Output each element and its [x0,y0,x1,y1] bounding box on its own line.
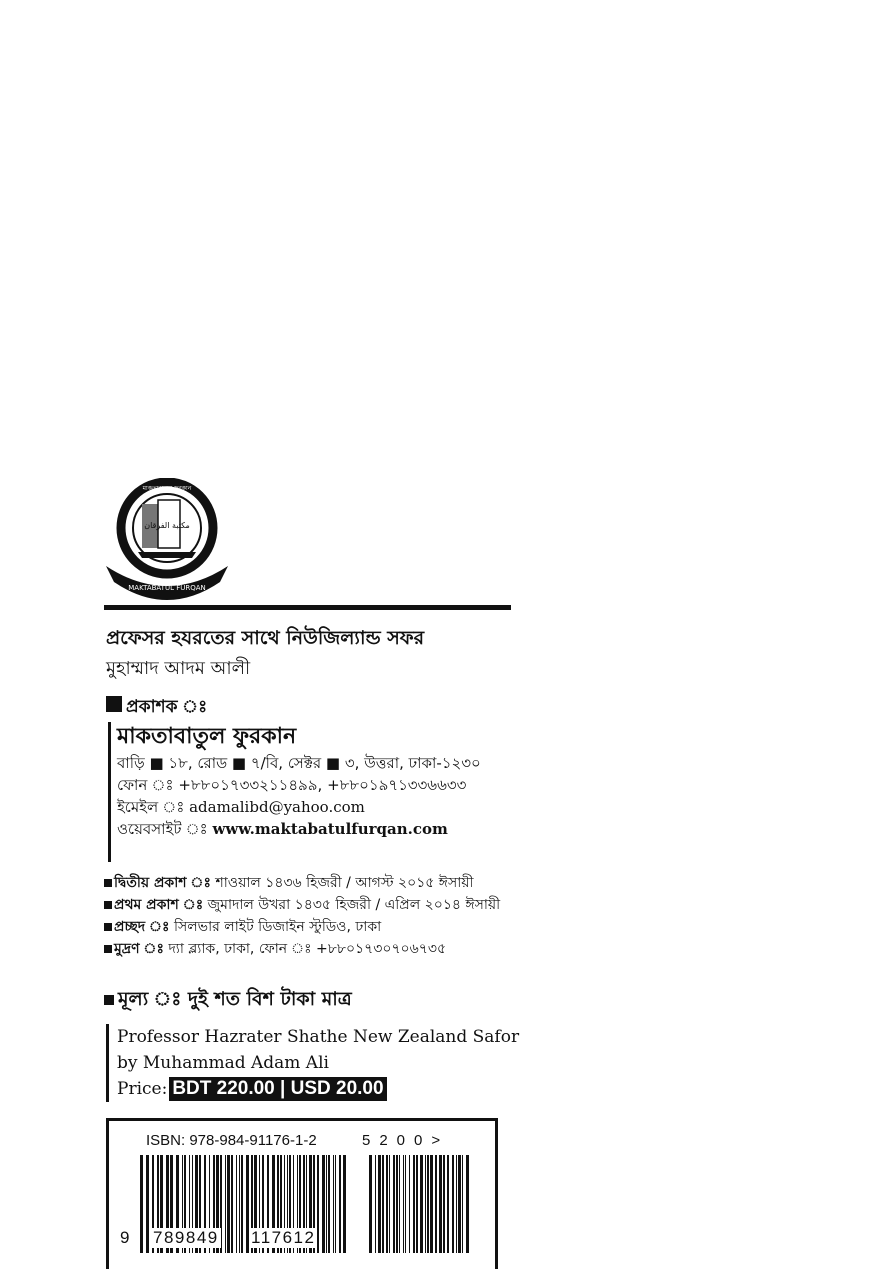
barcode-bar [333,1155,334,1253]
logo-ring-text: MAKTABATUL FURQAN [128,584,206,592]
barcode-bar [439,1155,442,1253]
barcode-bar [386,1155,388,1253]
barcode-bar [447,1155,449,1253]
website-link[interactable]: www.maktabatulfurqan.com [212,820,448,838]
barcode-bar [452,1155,454,1253]
barcode-bar [413,1155,415,1253]
price-label: Price: [117,1079,168,1099]
square-bullet-icon [106,696,122,712]
barcode-bar [427,1155,429,1253]
edition-line [104,938,500,960]
edition-value: জুমাদাল উখরা ১৪৩৫ হিজরী / এপ্রিল ২০১৪ ঈসায়ী [203,897,501,913]
divider-rule [104,605,511,610]
edition-list [104,872,500,960]
english-price-line [117,1076,519,1102]
publisher-heading [106,694,207,722]
edition-line [104,916,500,938]
publisher-address: বাড়ি ■ ১৮, রোড ■ ৭/বি, সেক্টর ■ ৩, উত্তরা, ঢাকা-১২৩০ [117,754,481,772]
publisher-heading-label: প্রকাশক ঃ [126,697,208,717]
barcode-bar [409,1155,410,1253]
barcode-bar [375,1155,376,1253]
barcode-bar [236,1155,237,1253]
edition-label: মুদ্রণ ঃ [114,941,164,957]
square-bullet-icon [104,945,112,953]
publisher-email-line [117,796,537,818]
square-bullet-icon [104,879,112,887]
barcode-bar [339,1155,341,1253]
barcode-bar [389,1155,390,1253]
edition-line [104,872,500,894]
price-tag: BDT 220.00 | USD 20.00 [169,1077,386,1101]
book-title-bn: প্রফেসর হযরতের সাথে নিউজিল্যান্ড সফর [106,627,425,649]
barcode-bar [393,1155,395,1253]
edition-line [104,894,500,916]
barcode-bar [403,1155,404,1253]
barcode-bar [416,1155,418,1253]
phone-value: +৮৮০১৭৩৩২১১৪৯৯, +৮৮০১৯৭১৩৩৬৬৩৩ [178,776,467,794]
addon-digits: 5200> [362,1132,450,1149]
square-bullet-icon [104,995,114,1005]
barcode-bar [231,1155,233,1253]
barcode-digits-right: 117612 [251,1228,316,1247]
publisher-phone-line [117,774,537,796]
price-bn [104,985,352,1017]
edition-value: সিলভার লাইট ডিজাইন স্টুডিও, ঢাকা [169,919,382,935]
edition-value: শাওয়াল ১৪৩৬ হিজরী / আগস্ট ২০১৫ ঈসায়ী [211,875,474,891]
barcode-bar [146,1155,149,1253]
barcode-bar [343,1155,346,1253]
edition-label: প্রথম প্রকাশ ঃ [114,897,204,913]
phone-label: ফোন ঃ [117,776,179,794]
email-link[interactable]: adamalibd@yahoo.com [189,798,365,816]
barcode-bar [225,1155,226,1253]
square-bullet-icon [104,901,112,909]
barcode-bar [241,1155,243,1253]
barcode-bar [239,1155,240,1253]
barcode-bar [335,1155,336,1253]
barcode-bar [420,1155,423,1253]
barcode-digits-left: 789849 [153,1228,219,1247]
edition-label: প্রচ্ছদ ঃ [114,919,170,935]
edition-value: দ্যা ব্ল্যাক, ঢাকা, ফোন ঃ +৮৮০১৭৩০৭০৬৭৩৫ [164,941,447,957]
barcode-bar [425,1155,426,1253]
barcode-bar [399,1155,400,1253]
barcode-bar [227,1155,230,1253]
publisher-logo [104,478,230,608]
barcode-bar [435,1155,437,1253]
barcode-bar [456,1155,457,1253]
barcode-bar [369,1155,372,1253]
book-author-bn: মুহাম্মাদ আদম আলী [106,658,251,679]
english-info-box [106,1024,519,1102]
english-author: by Muhammad Adam Ali [117,1053,329,1073]
barcode-bar [466,1155,469,1253]
barcode-bar [430,1155,433,1253]
publisher-name: মাকতাবাতুল ফুরকান [117,724,297,749]
barcode-bar [458,1155,461,1253]
square-bullet-icon [104,923,112,931]
publisher-info-box [108,722,537,862]
barcode-bar [443,1155,445,1253]
logo-bengali-ring-text: মাকতাবাতুল ফুরকান [142,485,192,492]
barcode-bar [405,1155,406,1253]
barcode-bar [382,1155,384,1253]
english-title: Professor Hazrater Shathe New Zealand Safor [117,1027,520,1047]
edition-label: দ্বিতীয় প্রকাশ ঃ [114,875,211,891]
barcode-bar [322,1155,325,1253]
barcode-bar [462,1155,463,1253]
email-label: ইমেইল ঃ [117,798,190,816]
publisher-website-line [117,818,537,840]
barcode-bar [396,1155,398,1253]
barcode-bar [140,1155,143,1253]
barcode-addon-icon [369,1155,473,1253]
barcode-bar [378,1155,381,1253]
barcode-bar [328,1155,330,1253]
isbn-text: ISBN: 978-984-91176-1-2 [146,1132,317,1149]
logo-center-mark: مكتبة الفرقان [144,521,190,530]
price-bn-text: মূল্য ঃ দুই শত বিশ টাকা মাত্র [118,988,352,1010]
website-label: ওয়েবসাইট ঃ [117,820,213,838]
barcode-digit-first: 9 [120,1228,130,1247]
barcode-bar [326,1155,327,1253]
